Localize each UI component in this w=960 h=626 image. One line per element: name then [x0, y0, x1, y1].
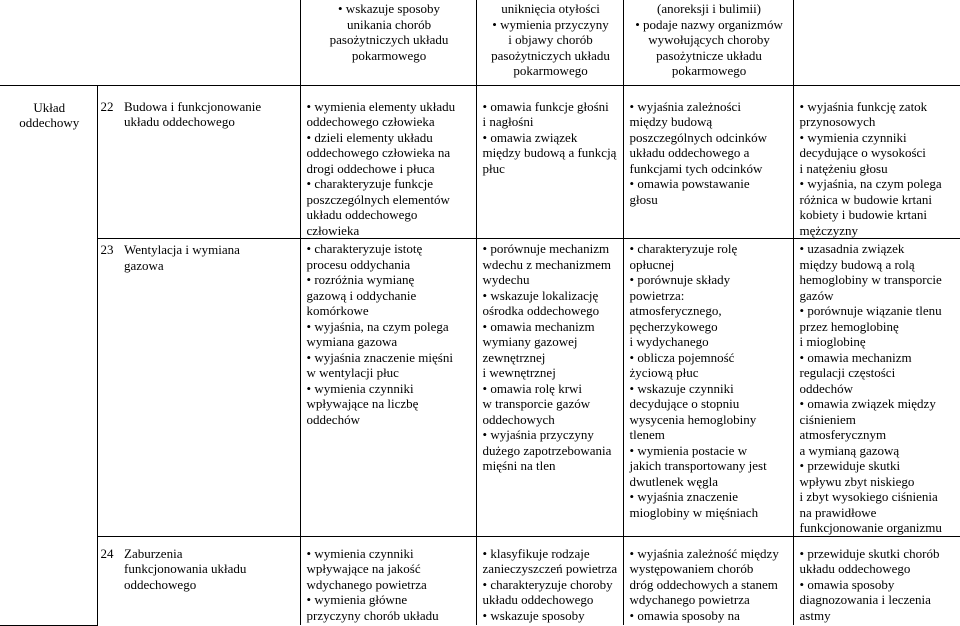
text-line: • wymienia czynniki	[306, 380, 414, 396]
text-line: • omawia związek między	[799, 396, 936, 411]
text-line: drogi oddechowe i płuca	[306, 160, 435, 176]
row-topic-24	[0, 536, 960, 625]
text-line: (anoreksji i bulimii)	[657, 1, 762, 16]
text-line: • wymienia czynniki	[306, 545, 414, 561]
requirements-col4	[300, 239, 476, 537]
text-line: w wentylacji płuc	[306, 365, 399, 380]
text-line: i objawy chorób	[508, 32, 593, 47]
text-line: i wydychanego	[629, 334, 709, 349]
text-line: • charakteryzuje rolę	[629, 241, 738, 256]
text-line: • omawia mechanizm	[799, 349, 912, 365]
text-line: • omawia sposoby	[799, 576, 895, 592]
text-line: człowieka	[306, 222, 360, 238]
text-line: dróg oddechowych a stanem	[629, 576, 778, 592]
requirements-col6	[623, 239, 793, 537]
text-line: procesu oddychania	[306, 256, 411, 272]
text-line: i natężeniu głosu	[799, 160, 888, 176]
header-cell-col4	[300, 0, 476, 85]
text-line: decydujące o wysokości	[799, 145, 926, 160]
text-line: dwutlenek węgla	[629, 473, 718, 489]
text-line: między budową a rolą	[799, 256, 915, 272]
header-row	[0, 0, 960, 85]
text-line: przynosowych	[799, 114, 876, 129]
text-line: diagnozowania i leczenia	[799, 592, 931, 607]
text-line: układu oddechowego a	[629, 145, 750, 160]
requirements-col5	[476, 536, 623, 625]
text-line: powietrza:	[629, 287, 685, 303]
text-line: kobiety i budowie krtani	[799, 207, 927, 222]
text-line: • omawia funkcje głośni	[482, 98, 609, 114]
text-line: • wyjaśnia, na czym polega	[306, 318, 449, 334]
text-line: pęcherzykowego	[629, 318, 718, 334]
text-line: • uzasadnia związek	[799, 241, 905, 256]
text-line: mężczyzny	[799, 222, 858, 238]
text-line: • wskazuje sposoby	[482, 607, 585, 623]
text-line: i wewnętrznej	[482, 365, 556, 380]
text-line: układu oddechowego	[124, 114, 235, 129]
text-line: oddechowego człowieka	[306, 114, 435, 129]
text-line: ośrodka oddechowego	[482, 303, 600, 318]
text-line: • przewiduje skutki	[799, 458, 901, 473]
text-line: głosu	[629, 191, 658, 207]
text-line: • omawia związek	[482, 129, 578, 145]
text-line: • wyjaśnia, na czym polega	[799, 176, 942, 191]
text-line: • charakteryzuje funkcje	[306, 176, 434, 191]
text-line: • porównuje mechanizm	[482, 241, 610, 256]
text-line: • wyjaśnia znaczenie mięśni	[306, 349, 453, 365]
text-line: • wyjaśnia funkcję zatok	[799, 98, 928, 114]
text-line: wymiany gazowej	[482, 334, 578, 349]
text-line: • wyjaśnia przyczyny	[482, 427, 594, 442]
text-line: układu oddechowego	[482, 592, 594, 607]
section-cell	[0, 85, 97, 625]
text-line: przyczyny chorób układu	[306, 607, 439, 623]
text-line: • podaje nazwy organizmów	[635, 16, 783, 32]
text-line: między budową a funkcją	[482, 145, 617, 160]
topic-number: 23	[97, 239, 118, 537]
text-line: różnica w budowie krtani	[799, 191, 933, 207]
text-line: dużego zapotrzebowania	[482, 442, 612, 458]
requirements-col7	[793, 85, 960, 239]
text-line: poszczególnych odcinków	[629, 129, 768, 145]
text-line: decydujące o stopniu	[629, 396, 740, 411]
text-line: • wyjaśnia zależność między	[629, 545, 779, 561]
text-line: oddechowego człowieka na	[306, 145, 451, 160]
text-line: Zaburzenia	[124, 545, 183, 561]
text-line: pasożytniczych układu	[491, 47, 610, 63]
text-line: pokarmowego	[351, 47, 427, 63]
text-line: zewnętrznej	[482, 349, 546, 365]
text-line: a wymianą gazową	[799, 442, 900, 458]
text-line: komórkowe	[306, 303, 369, 318]
text-line: • wymienia czynniki	[799, 129, 907, 145]
text-line: i nagłośni	[482, 114, 534, 129]
text-line: • wymienia postacie w	[629, 442, 748, 458]
text-line: Budowa i funkcjonowanie	[124, 98, 262, 114]
requirements-col6	[623, 85, 793, 239]
text-line: i zbyt wysokiego ciśnienia	[799, 489, 938, 504]
text-line: wpływające na jakość	[306, 561, 421, 576]
requirements-col7	[793, 239, 960, 537]
text-line: • wyjaśnia znaczenie	[629, 489, 739, 504]
text-line: ciśnieniem	[799, 411, 856, 427]
text-line: pasożytniczych układu	[329, 32, 449, 47]
text-line: • porównuje wiązanie tlenu	[799, 303, 942, 318]
text-line: pasożytnicze układu	[656, 47, 762, 63]
text-line: między budową	[629, 114, 713, 129]
text-line: regulacji częstości	[799, 365, 896, 380]
text-line: oddechowych	[482, 411, 555, 427]
text-line: oddechów	[306, 411, 360, 427]
text-line: w transporcie gazów	[482, 396, 591, 411]
text-line: układu oddechowego	[306, 207, 418, 222]
text-line: hemoglobiny w transporcie	[799, 272, 942, 287]
text-line: funkcjami tych odcinków	[629, 160, 763, 176]
text-line: wdechu z mechanizmem	[482, 256, 612, 272]
text-line: płuc	[482, 160, 505, 176]
text-line: • dzieli elementy układu	[306, 129, 433, 145]
text-line: • przewiduje skutki chorób	[799, 545, 940, 561]
text-line: układu oddechowego	[799, 561, 911, 576]
requirements-col5	[476, 85, 623, 239]
text-line: • wymienia elementy układu	[306, 98, 456, 114]
text-line: unikania chorób	[346, 16, 432, 32]
text-line: • wymienia główne	[306, 592, 408, 607]
text-line: uniknięcia otyłości	[501, 1, 600, 16]
text-line: mięśni na tlen	[482, 458, 556, 473]
text-line: Układ	[33, 99, 66, 115]
row-topic-22	[0, 85, 960, 239]
topic-title	[118, 536, 300, 625]
requirements-col6	[623, 536, 793, 625]
text-line: • oblicza pojemność	[629, 349, 735, 365]
text-line: • charakteryzuje istotę	[306, 241, 423, 256]
text-line: • omawia powstawanie	[629, 176, 750, 191]
text-line: astmy	[799, 607, 831, 623]
text-line: przez hemoglobinę	[799, 318, 899, 334]
row-topic-23	[0, 239, 960, 537]
text-line: • wyjaśnia zależności	[629, 98, 741, 114]
header-cell-col5	[476, 0, 623, 85]
text-line: • omawia sposoby na	[629, 607, 740, 623]
text-line: • rozróżnia wymianę	[306, 272, 415, 287]
text-line: • omawia rolę krwi	[482, 380, 583, 396]
text-line: oddechowego	[124, 576, 197, 592]
text-line: atmosferycznego,	[629, 303, 722, 318]
header-cell-col6	[623, 0, 793, 85]
text-line: funkcjonowanie organizmu	[799, 520, 942, 535]
text-line: jakich transportowany jest	[629, 458, 767, 473]
text-line: • klasyfikuje rodzaje	[482, 545, 590, 561]
text-line: życiową płuc	[629, 365, 699, 380]
text-line: wpływające na liczbę	[306, 396, 419, 411]
text-line: zanieczyszczeń powietrza	[482, 561, 618, 576]
requirements-col4	[300, 85, 476, 239]
text-line: • wskazuje czynniki	[629, 380, 734, 396]
text-line: wpływu zbyt niskiego	[799, 473, 915, 489]
text-line: mioglobiny w mięśniach	[629, 504, 759, 520]
topic-number: 24	[97, 536, 118, 625]
text-line: • wymienia przyczyny	[492, 16, 609, 32]
text-line: • wskazuje sposoby	[338, 1, 441, 16]
text-line: poszczególnych elementów	[306, 191, 450, 207]
text-line: tlenem	[629, 427, 665, 442]
text-line: pokarmowego	[671, 63, 747, 78]
text-line: gazów	[799, 287, 834, 303]
header-empty-cell	[0, 0, 300, 85]
text-line: atmosferycznym	[799, 427, 887, 442]
text-line: wysycenia hemoglobiny	[629, 411, 757, 427]
text-line: gazowa	[124, 257, 164, 273]
text-line: występowaniem chorób	[629, 561, 754, 576]
requirements-col7	[793, 536, 960, 625]
topic-number: 22	[97, 85, 118, 239]
text-line: wywołujących choroby	[648, 32, 770, 47]
text-line: funkcjonowania układu	[124, 561, 247, 576]
text-line: na prawidłowe	[799, 504, 877, 520]
requirements-col4	[300, 536, 476, 625]
text-line: oddechowy	[19, 115, 80, 130]
text-line: wymiana gazowa	[306, 334, 398, 349]
text-line: gazową i oddychanie	[306, 287, 417, 303]
text-line: • wskazuje lokalizację	[482, 287, 599, 303]
text-line: i mioglobinę	[799, 334, 866, 349]
text-line: opłucnej	[629, 256, 675, 272]
text-line: Wentylacja i wymiana	[124, 242, 240, 257]
topic-title	[118, 85, 300, 239]
text-line: oddechów	[799, 380, 853, 396]
topic-title	[118, 239, 300, 537]
header-empty-cell-right	[793, 0, 960, 85]
requirements-col5	[476, 239, 623, 537]
text-line: • porównuje składy	[629, 272, 731, 287]
text-line: wdychanego powietrza	[306, 576, 427, 592]
text-line: • omawia mechanizm	[482, 318, 595, 334]
text-line: • charakteryzuje choroby	[482, 576, 613, 592]
text-line: wydechu	[482, 272, 530, 287]
text-line: pokarmowego	[513, 63, 588, 78]
text-line: wdychanego powietrza	[629, 592, 750, 607]
